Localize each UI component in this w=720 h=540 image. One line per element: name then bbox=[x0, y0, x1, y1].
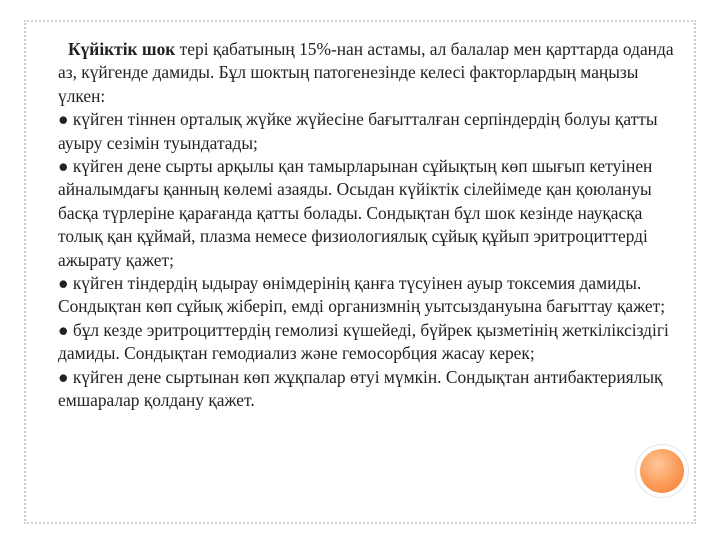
frame-bottom-border bbox=[24, 522, 696, 524]
bullet-text-2: күйген дене сырты арқылы қан тамырларынан сұйықтың көп шығып кетуінен айналымдағы қанның көлемі азаяды. Осыдан күйіктік сілейімеде қан қоюлануы басқа түрлеріне қарағанда қатты болады. Сондықтан бұл шок кезінде науқасқа толық қан құймай, плазма немесе физиологиялық сұйық құйып эритроциттерді ажырату қажет; bbox=[58, 156, 653, 270]
frame-top-border bbox=[24, 20, 696, 22]
bullet-icon: ● bbox=[58, 156, 69, 177]
bullet-item-2 bbox=[58, 155, 678, 272]
slide-body bbox=[58, 38, 678, 413]
bullet-text-5: күйген дене сыртынан көп жұқпалар өтуі мүмкін. Сондықтан антибактериялық емшаралар қолдану қажет. bbox=[58, 366, 663, 411]
bullet-icon: ● bbox=[58, 366, 69, 387]
bullet-icon: ● bbox=[58, 273, 69, 294]
bullet-item-1 bbox=[58, 108, 678, 155]
intro-text: тері қабатының 15%-нан астамы, ал балалар мен қарттарда оданда аз, күйгенде дамиды. Бұл шоктың патогенезінде келесі факторлардың маңызы үлкен: bbox=[58, 39, 674, 106]
intro-lead-term: Күйіктік шок bbox=[68, 39, 176, 59]
bullet-item-4 bbox=[58, 319, 678, 366]
bullet-text-3: күйген тіндердің ыдырау өнімдерінің қанға түсуінен ауыр токсемия дамиды. Сондықтан көп сұйық жіберіп, емді организмнің уытсыздануына бағыттау қажет; bbox=[58, 273, 666, 317]
bullet-item-5 bbox=[58, 366, 678, 413]
orange-circle-decoration bbox=[640, 449, 684, 493]
bullet-icon: ● bbox=[58, 319, 69, 340]
bullet-text-1: күйген тіннен орталық жүйке жүйесіне бағытталған серпіндердің болуы қатты ауыру сезімін туындатады; bbox=[58, 109, 658, 153]
bullet-item-3 bbox=[58, 272, 678, 319]
bullet-text-4: бұл кезде эритроциттердің гемолизі күшейеді, бүйрек қызметінің жеткіліксіздігі дамиды. Сондықтан гемодиализ және гемосорбция жасау керек; bbox=[58, 319, 669, 364]
bullet-icon: ● bbox=[58, 109, 69, 130]
intro-paragraph bbox=[58, 38, 678, 108]
